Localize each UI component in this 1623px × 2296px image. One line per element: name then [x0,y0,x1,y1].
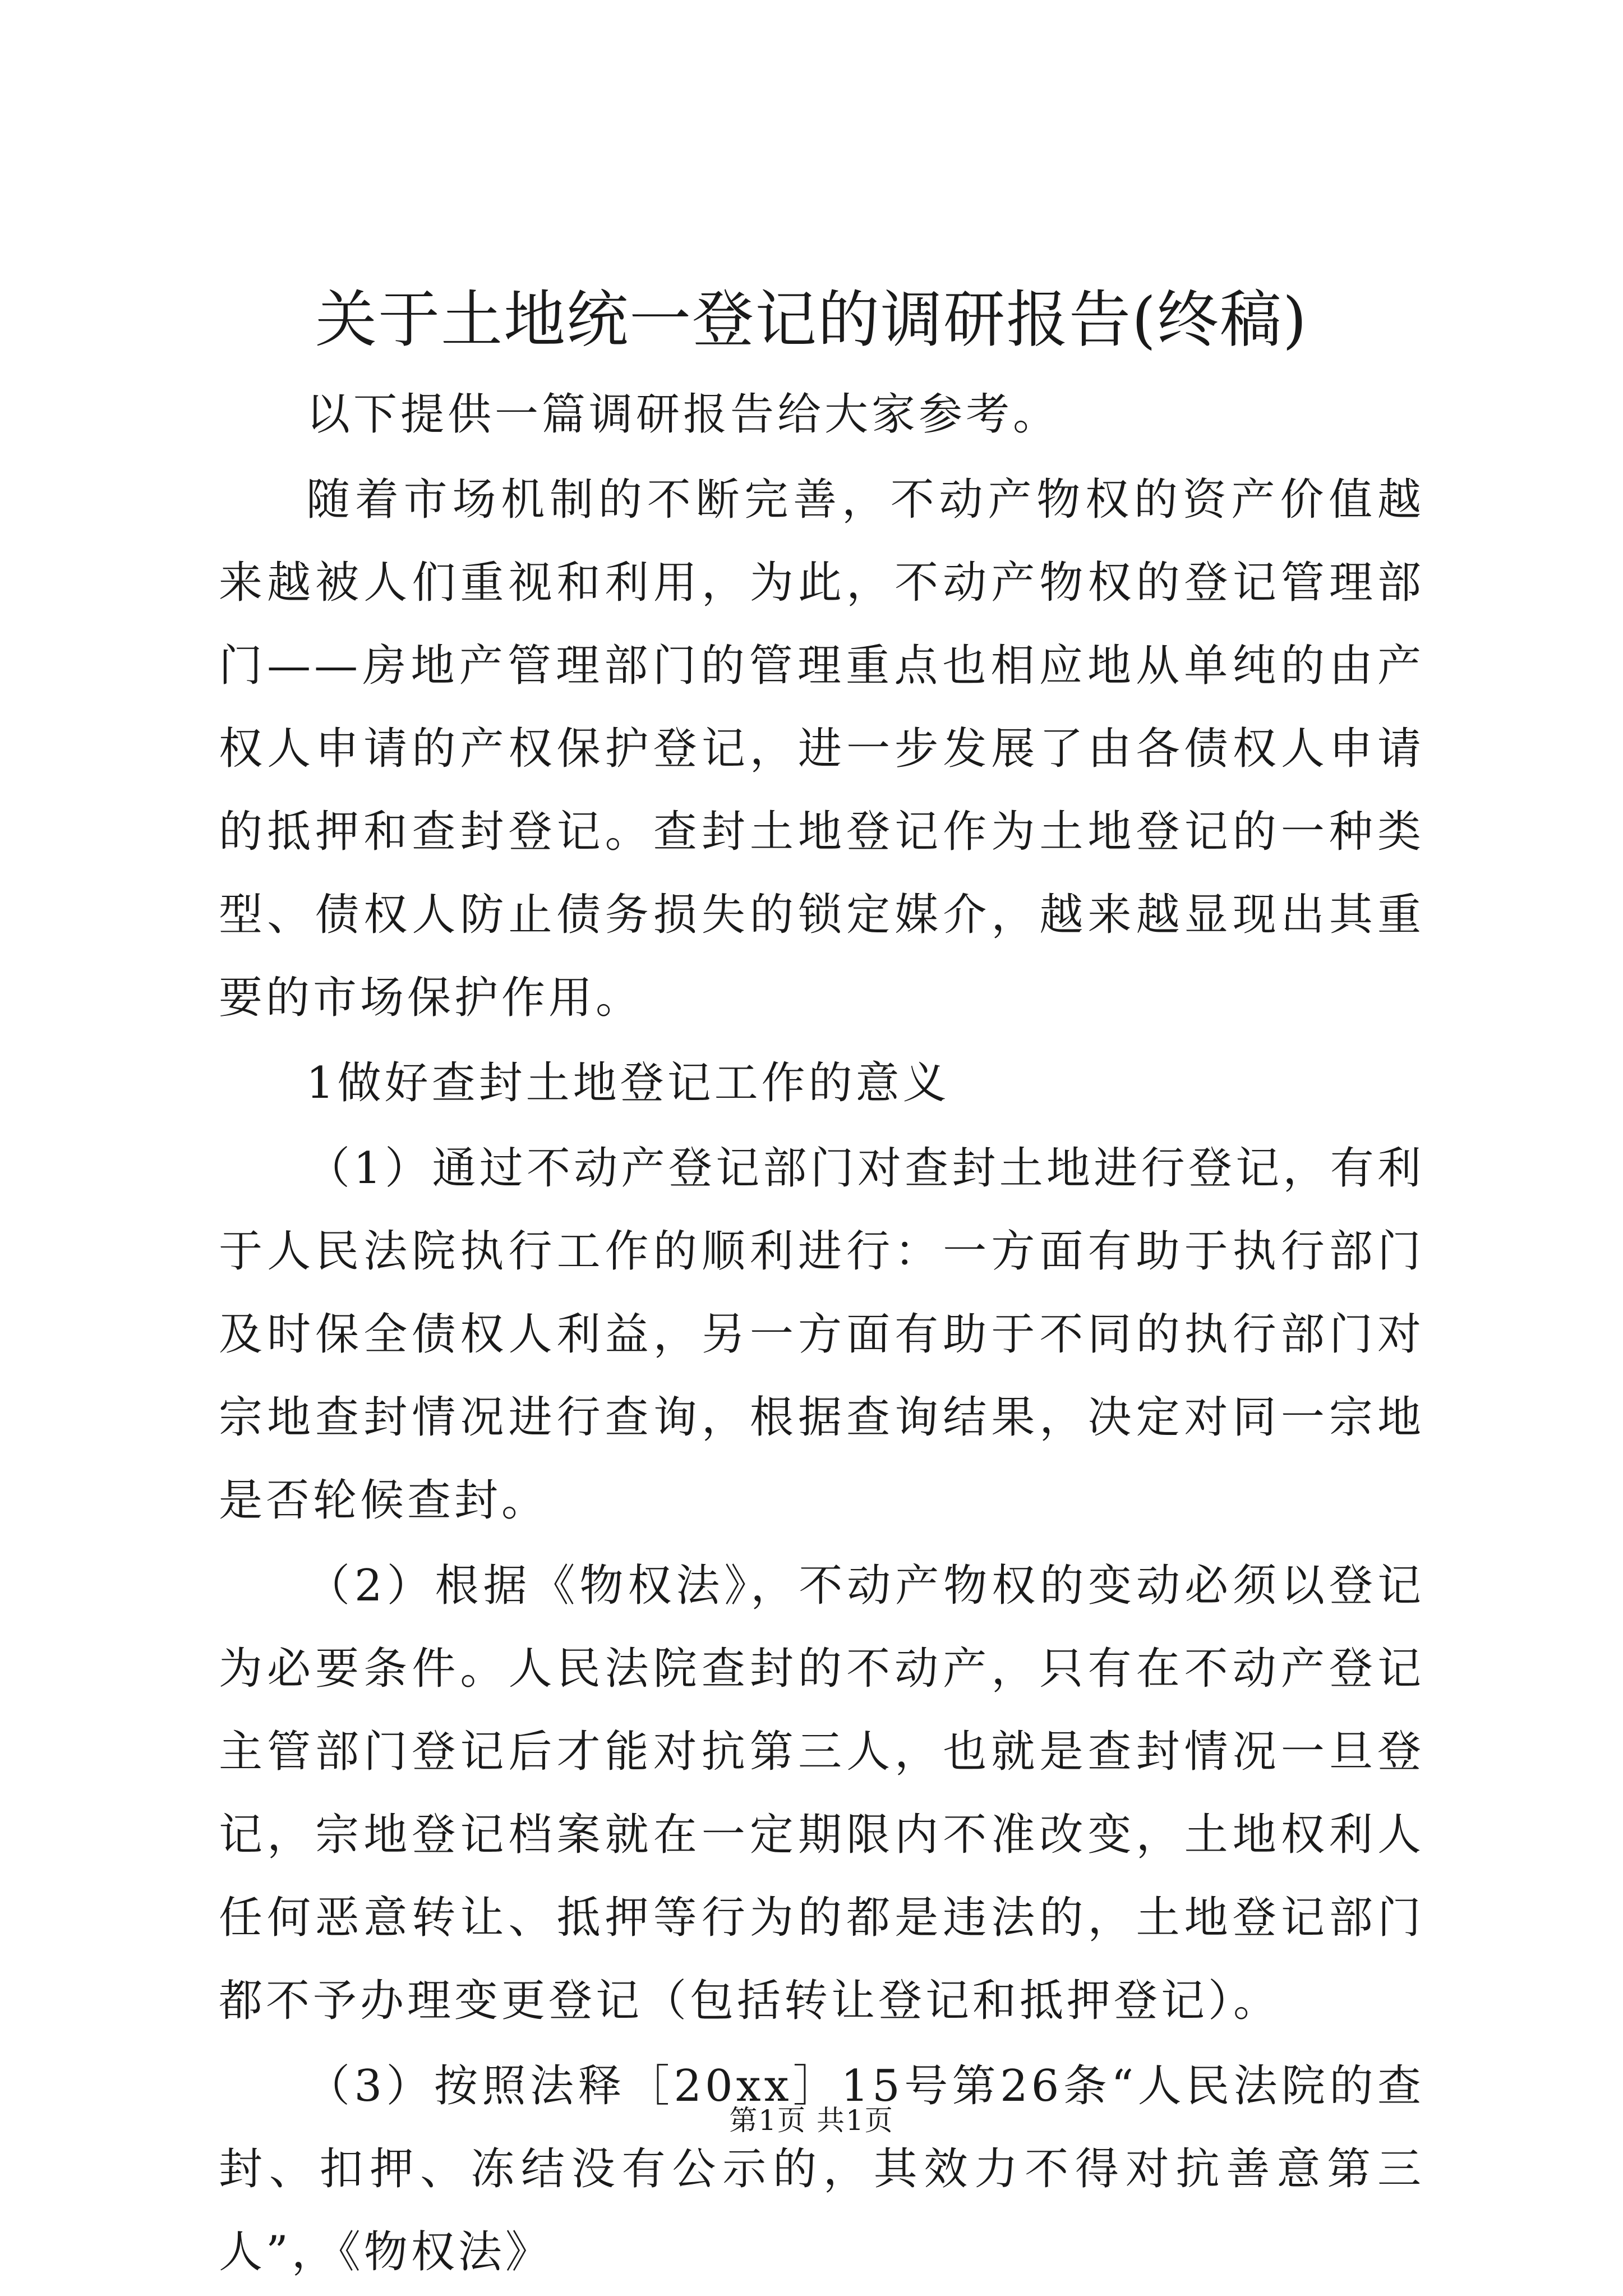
point-3-paragraph: （3）按照法释［20xx］15号第26条“人民法院的查封、扣押、冻结没有公示的，其效力不得对抗善意第三人”，《物权法》 [219,2061,1424,2277]
section-heading-significance: 1做好查封土地登记工作的意义 [306,1058,950,1108]
background-paragraph: 随着市场机制的不断完善，不动产物权的资产价值越来越被人们重视和利用，为此，不动产物权的登记管理部门——房地产管理部门的管理重点也相应地从单纯的由产权人申请的产权保护登记，进一步发展了由各债权人申请的抵押和查封登记。查封土地登记作为土地登记的一种类型、债权人防止债务损失的锁定媒介，越来越显现出其重要的市场保护作用。 [219,475,1424,1023]
intro-paragraph: 以下提供一篇调研报告给大家参考。 [306,389,1061,440]
point-2-paragraph: （2）根据《物权法》，不动产物权的变动必须以登记为必要条件。人民法院查封的不动产，只有在不动产登记主管部门登记后才能对抗第三人，也就是查封情况一旦登记，宗地登记档案就在一定期限内不准改变，土地权利人任何恶意转让、抵押等行为的都是违法的，土地登记部门都不予办理变更登记（包括转让登记和抵押登记）。 [219,1561,1424,2026]
page-number-footer: 第1页 共1页 [729,2104,894,2137]
document-body [219,373,1424,2296]
point-1-paragraph: （1）通过不动产登记部门对查封土地进行登记，有利于人民法院执行工作的顺利进行：一方面有助于执行部门及时保全债权人利益，另一方面有助于不同的执行部门对宗地查封情况进行查询，根据查询结果，决定对同一宗地是否轮候查封。 [219,1143,1424,1526]
document-title: 关于土地统一登记的调研报告(终稿) [315,284,1308,356]
